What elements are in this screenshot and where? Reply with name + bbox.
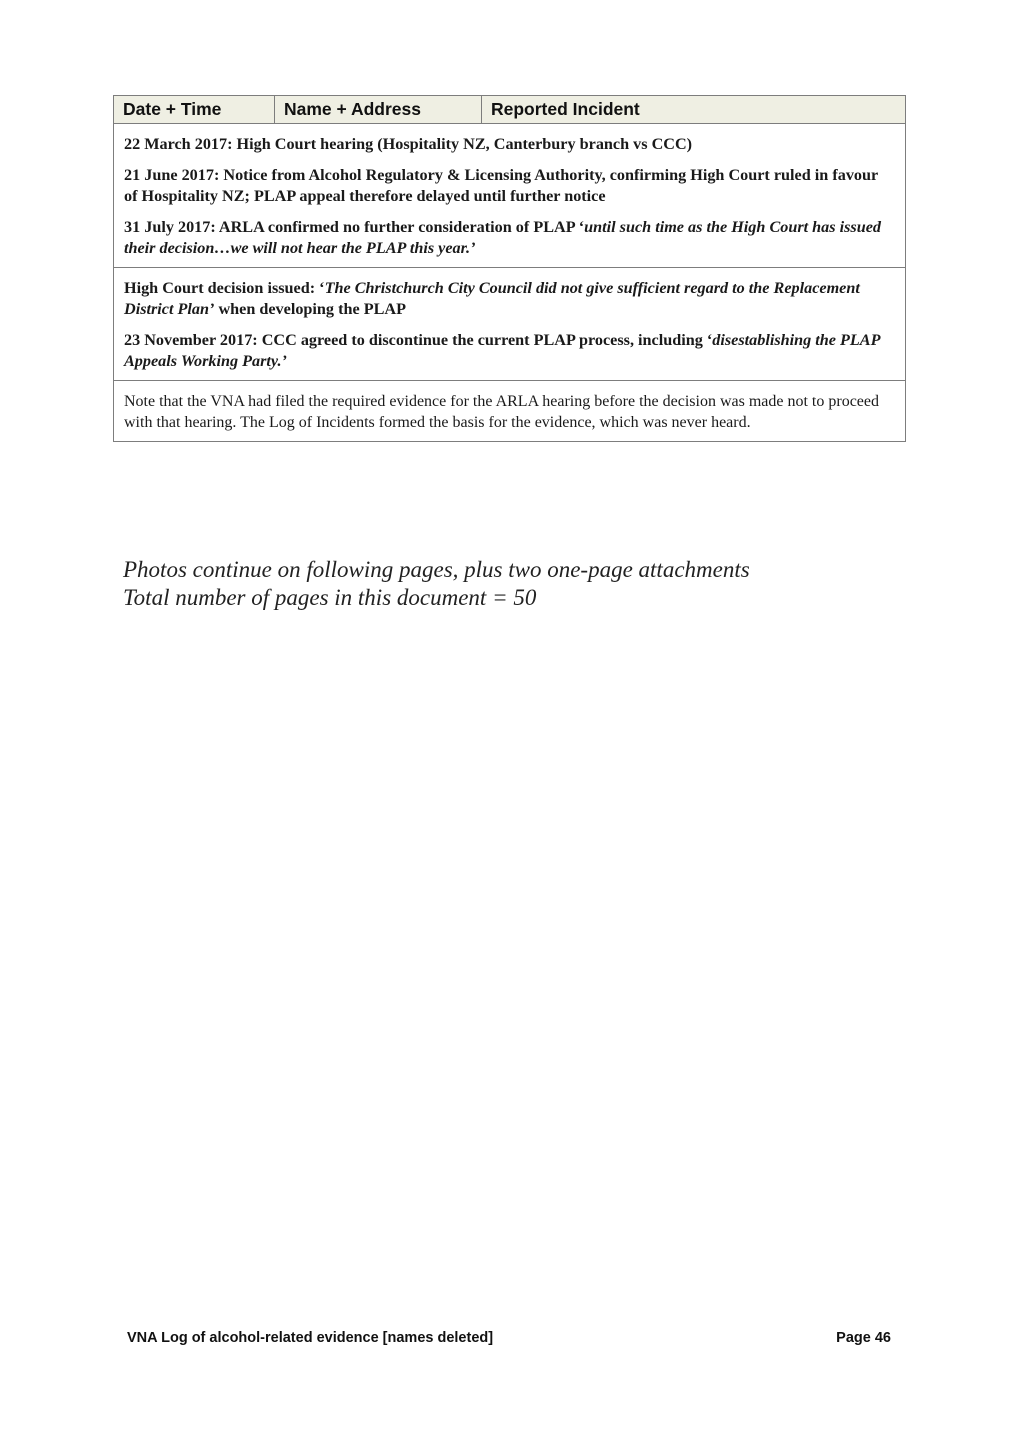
entry-high-court-decision: High Court decision issued: ‘The Christchurch City Council did not give sufficient regard to the Replacement District Plan’ when developing the PLAP bbox=[124, 279, 860, 318]
entry-block-court-timeline bbox=[114, 124, 905, 268]
incident-log-table bbox=[113, 95, 906, 442]
entry-21-june-2017: 21 June 2017: Notice from Alcohol Regulatory & Licensing Authority, confirming High Court ruled in favour of Hospitality NZ; PLAP appeal therefore delayed until further notice bbox=[124, 166, 878, 205]
entry-block-note bbox=[114, 381, 905, 441]
page-footer bbox=[127, 1330, 891, 1346]
closing-line-page-total: Total number of pages in this document = 50 bbox=[123, 585, 537, 610]
closing-line-photos: Photos continue on following pages, plus two one-page attachments bbox=[123, 557, 750, 582]
header-reported-incident: Reported Incident bbox=[491, 99, 640, 119]
closing-note bbox=[123, 556, 750, 612]
header-name-address: Name + Address bbox=[275, 96, 482, 123]
evidence-note: Note that the VNA had filed the required evidence for the ARLA hearing before the decision was made not to proceed with that hearing. The Log of Incidents formed the basis for the evidence, which was never heard. bbox=[124, 393, 880, 431]
table-header-row bbox=[114, 96, 905, 124]
entry-22-march-2017: 22 March 2017: High Court hearing (Hospitality NZ, Canterbury branch vs CCC) bbox=[124, 135, 693, 153]
footer-document-title: VNA Log of alcohol-related evidence [names deleted] bbox=[127, 1330, 494, 1346]
entry-31-july-2017: 31 July 2017: ARLA confirmed no further consideration of PLAP ‘until such time as the High Court has issued their decision…we will not hear the PLAP this year.’ bbox=[124, 218, 882, 257]
entry-23-november-2017: 23 November 2017: CCC agreed to discontinue the current PLAP process, including ‘disestablishing the PLAP Appeals Working Party.’ bbox=[124, 331, 880, 370]
footer-page-number: Page 46 bbox=[836, 1330, 891, 1346]
entry-block-decision bbox=[114, 268, 905, 381]
header-date-time: Date + Time bbox=[114, 96, 275, 123]
